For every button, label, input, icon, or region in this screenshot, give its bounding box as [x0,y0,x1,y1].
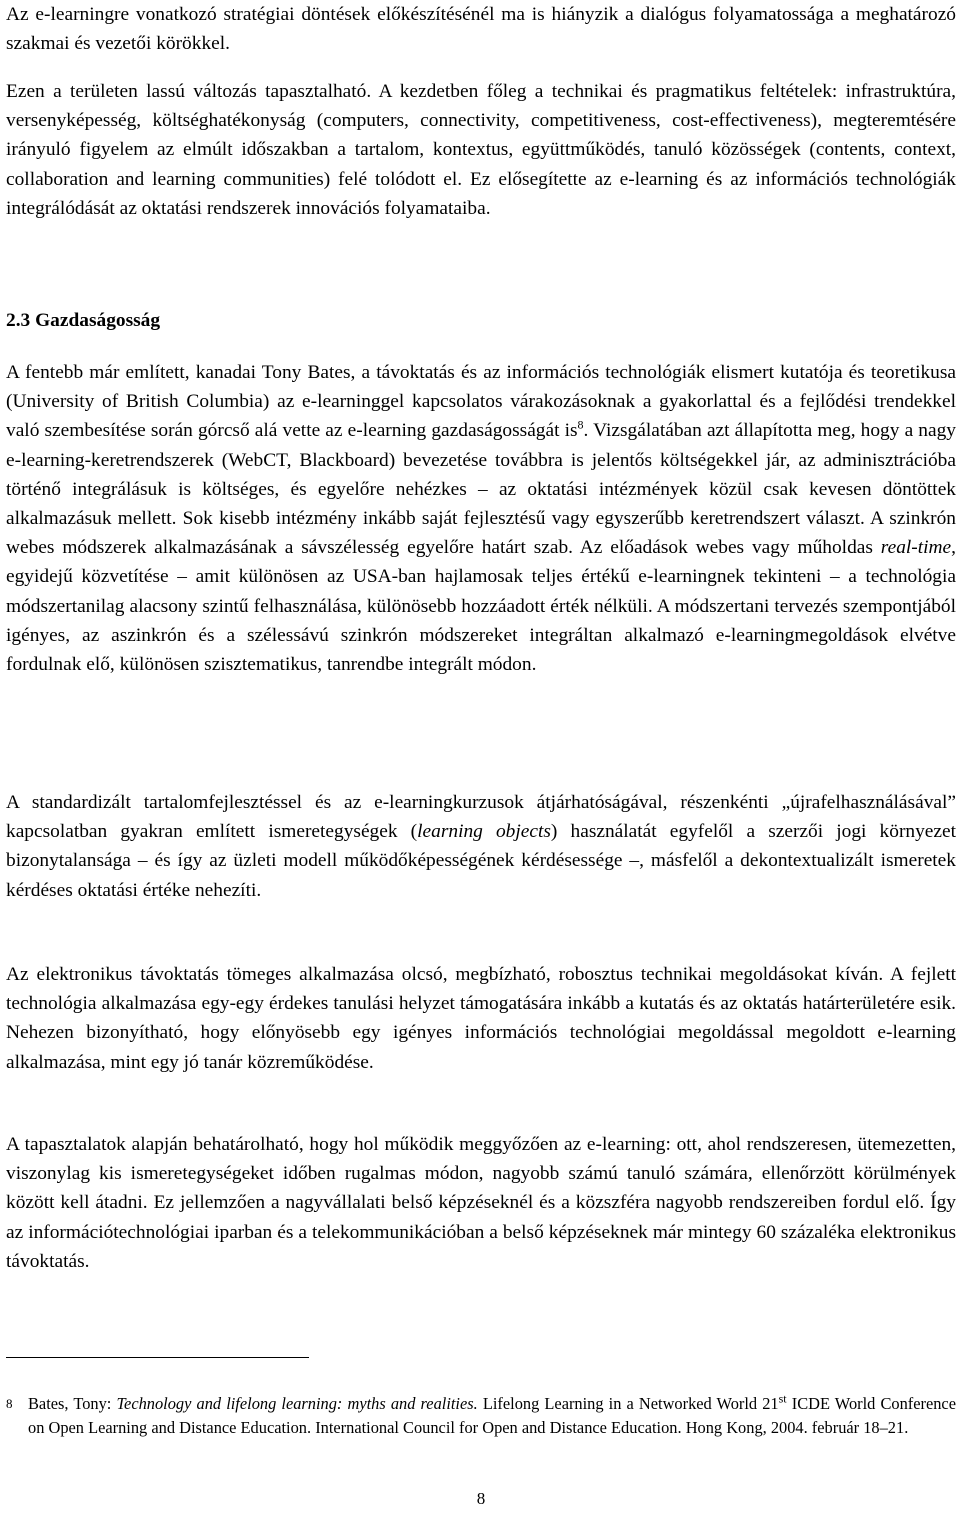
paragraph-1: Az e-learningre vonatkozó stratégiai döntések előkészítésénél ma is hiányzik a dialógus folyamatossága a meghatározó szakmai és vezetői körökkel. [6,4,956,55]
footnote [6,1392,956,1440]
paragraph-2: Ezen a területen lassú változás tapasztalható. A kezdetben főleg a technikai és pragmatikus feltételek: infrastruktúra, versenyképesség, költséghatékonyság (computers, connectivity, competitiveness, cost-effectiveness), megteremtésére irányuló figyelem az elmúlt időszakban a tartalom, kontextus, együttműködés, tanuló közösségek (contents, context, collaboration and learning communities) felé tolódott el. Ez elősegítette az e-learning és az információs technológiák integrálódását az oktatási rendszerek innovációs folyamataiba. [6,81,956,219]
section-heading: 2.3 Gazdaságosság [6,310,161,331]
footnote-text [28,1392,956,1440]
footnote-rest-b: ICDE World Conference on Open Learning and Distance Education. International Council for Open and Distance Education. Hong Kong, 2004. február 18–21. [28,1394,956,1437]
footnote-title: Technology and lifelong learning: myths and realities. [116,1394,478,1413]
paragraph-4 [6,788,956,905]
paragraph-5: Az elektronikus távoktatás tömeges alkalmazása olcsó, megbízható, robosztus technikai megoldásokat kíván. A fejlett technológia alkalmazása egy-egy érdekes tanulási helyzet támogatására inkább a kutatás és az oktatás határterületére esik. Nehezen bizonyítható, hogy előnyösebb egy igényes információs technológiai megoldással megoldott e-learning alkalmazása, mint egy jó tanár közreműködése. [6,964,956,1073]
paragraph-4-part-a: A standardizált tartalomfejlesztéssel és az e-learningkurzusok átjárhatóságával, részenkénti „újrafelhasználásával” kapcsolatban gyakran említett ismeretegységek ( [6,792,956,843]
paragraph-4-part-b: ) használatát egyfelől a szerzői jogi környezet bizonytalansága – és így az üzleti modell működőképességének kérdésessége –, másfelől a dekontextualizált ismeretek kérdéses oktatási értéke nehezíti. [6,821,956,901]
paragraph-3-italic: real-time [880,537,952,559]
paragraph-6: A tapasztalatok alapján behatárolható, hogy hol működik meggyőzően az e-learning: ott, ahol rendszeresen, ütemezetten, viszonylag kis ismeretegységeket időben rugalmas módon, nagyobb számú tanuló számára, ellenőrzött körülmények között kell átadni. Ez jellemzően a nagyvállalati belső képzéseknél és a közszféra nagyobb rendszereiben fordul elő. Így az információtechnológiai iparban és a telekommunikációban a belső képzéseknek már mintegy 60 százaléka elektronikus távoktatás. [6,1134,956,1272]
paragraph-3-part-b: . Vizsgálatában azt állapította meg, hogy a nagy e-learning-keretrendszerek (WebCT, Blackboard) bevezetése továbbra is jelentős költségekkel jár, az adminisztrációba történő integrálásuk is költséges, és egyelőre nehézkes – az oktatási intézmények közül csak kevesen döntöttek alkalmazásuk mellett. Sok kisebb intézmény inkább saját fejlesztésű vagy egyszerűbb keretrendszert választ. A szinkrón webes módszerek alkalmazásának a sávszélesség egyelőre határt szab. Az előadások webes vagy műholdas [6,420,956,559]
footnote-reference[interactable]: 8 [577,417,584,432]
footnote-divider [6,1357,309,1358]
footnote-rest-a: Lifelong Learning in a Networked World 21 [477,1394,779,1413]
paragraph-3-part-c: , egyidejű közvetítése – amit különösen az USA-ban hajlamosak teljes értékű e-learningnek tekinteni – a technológia módszertanilag alacsony szintű felhasználása, különösebb hozzáadott érték nélküli. A módszertani tervezés szempontjából igényes, az aszinkrón és a szélessávú szinkrón módszereket integráltan alkalmazó e-learningmegoldások elvétve fordulnak elő, különösen szisztematikus, tanrendbe integrált módon. [6,537,956,676]
footnote-author: Bates, Tony: [28,1394,117,1413]
footnote-superscript: st [778,1391,787,1406]
page-number: 8 [476,1489,486,1508]
footnote-number: 8 [6,1396,13,1411]
paragraph-3 [6,358,956,679]
paragraph-4-italic: learning objects [417,821,551,843]
paragraph-3-part-a: A fentebb már említett, kanadai Tony Bates, a távoktatás és az információs technológiák elismert kutatója és teoretikusa (University of British Columbia) az e-learninggel kapcsolatos várakozásoknak a gyakorlattal és a fejlődési trendekkel való szembesítése során górcső alá vette az e-learning gazdaságosságát is [6,362,956,442]
